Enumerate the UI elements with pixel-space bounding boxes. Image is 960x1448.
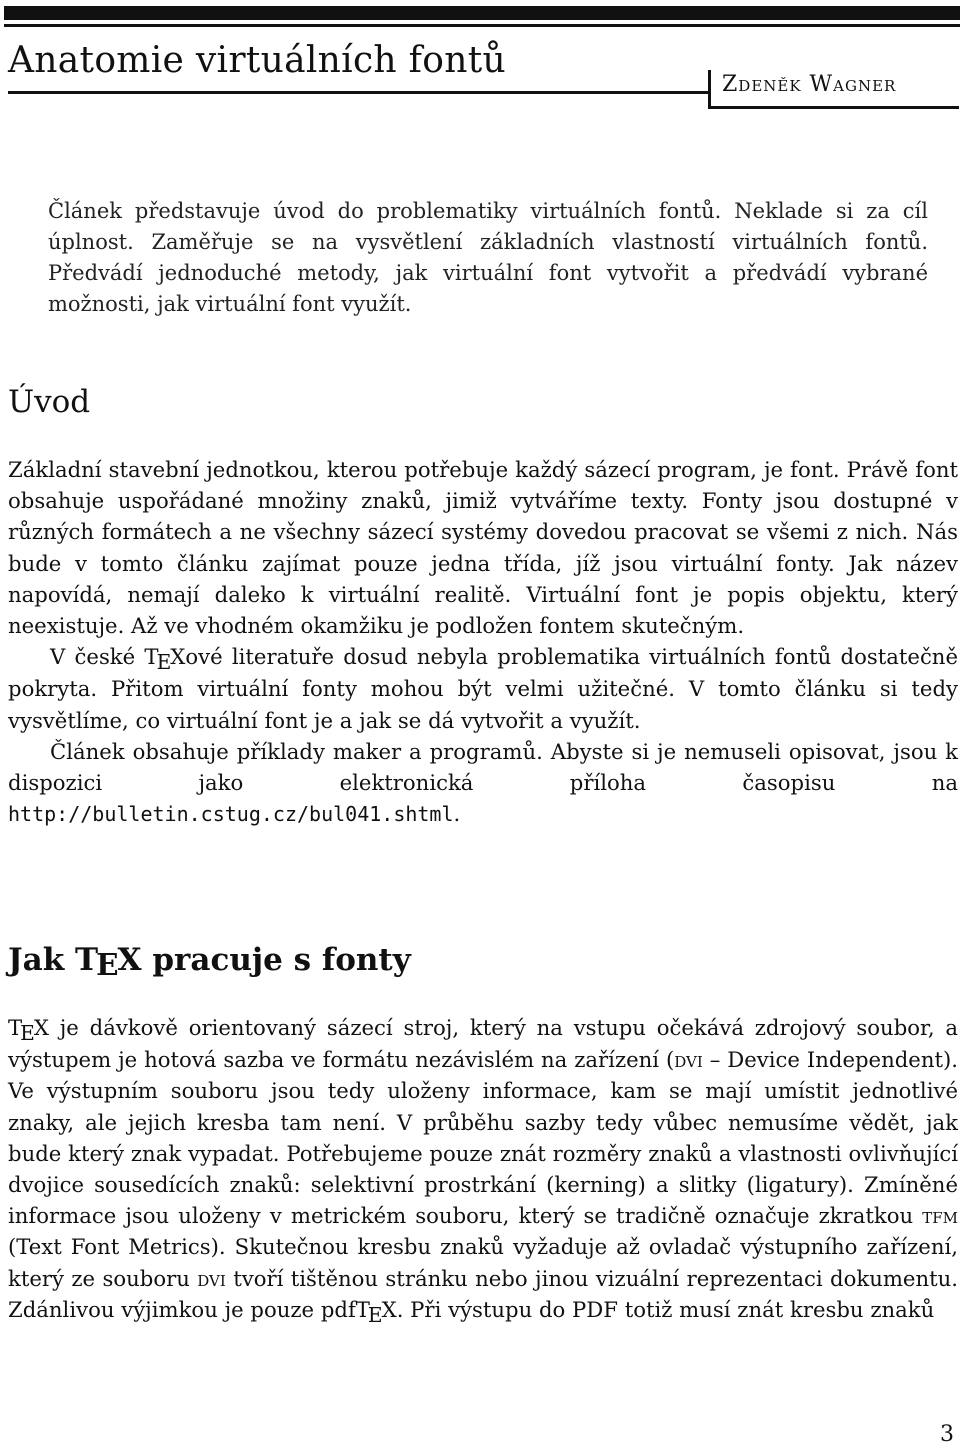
section-body-uvod	[8, 454, 958, 830]
tex-logo-e: E	[96, 947, 119, 982]
title-underline	[8, 91, 708, 94]
abbr-dvi: dvi	[197, 1265, 226, 1291]
text-run: V české T	[50, 644, 159, 670]
section-heading-jak-tex	[8, 942, 411, 982]
text-run: .	[453, 801, 461, 827]
header-thick-rule	[4, 6, 960, 20]
abstract: Článek představuje úvod do problematiky virtuálních fontů. Neklade si za cíl úplnost. Zaměřuje se na vysvětlení základních vlastností virtuálních fontů. Předvádí jednoduché metody, jak virtuální font vytvořit a předvádí vybrané možnosti, jak virtuální font využít.	[48, 199, 928, 316]
paragraph	[8, 736, 958, 831]
text-run: Xové literatuře dosud nebyla problematika virtuálních fontů dostatečně pokryta. Přitom virtuální fonty mohou být velmi užitečné. V tomto článku si tedy vysvětlíme, co virtuální font je a jak se dá vytvořit a využít.	[8, 644, 958, 733]
tex-logo-e: E	[20, 1021, 35, 1045]
url-link[interactable]: http://bulletin.cstug.cz/bul041.shtml	[8, 802, 454, 827]
text-run: Článek obsahuje příklady maker a programů. Abyste si je nemuseli opisovat, jsou k dispozici jako elektronická příloha časopisu na	[8, 738, 958, 796]
tex-logo-e: E	[156, 650, 172, 675]
header-thin-rule	[4, 24, 960, 27]
abbr-tfm: tfm	[922, 1203, 958, 1229]
text-run: – Device Independent). Ve výstupním souboru jsou tedy uloženy informace, kam se mají umístit jednotlivé znaky, ale jejich kresba tam není. V průběhu sazby tedy vůbec nemusíme vědět, jak bude který znak vypadat. Potřebujeme pouze znát rozměry znaků a vlastnosti ovlivňující dvojice sousedících znaků: selektivní prostrkání (kerning) a slitky (ligatury). Zmíněné informace jsou uloženy v metrickém souboru, který se tradičně označuje zkratkou	[8, 1047, 959, 1229]
heading-run: Jak T	[8, 942, 99, 978]
abbr-dvi: dvi	[674, 1047, 703, 1073]
section-body-jak-tex	[8, 1012, 958, 1326]
author-name: Zdeněk Wagner	[722, 72, 897, 97]
page-number: 3	[940, 1422, 954, 1447]
text-run: T	[8, 1015, 23, 1040]
text-run: (Text Font Metrics). Skutečnou kresbu znaků vyžaduje až ovladač výstupního zařízení, který ze souboru	[8, 1234, 958, 1291]
text-run: X je dávkově orientovaný sázecí stroj, který na vstupu očekává zdrojový soubor, a výstupem je hotová sazba ve formátu nezávislém na zařízení (	[8, 1015, 958, 1073]
tex-logo-e: E	[367, 1302, 383, 1327]
text-run: X. Při výstupu do PDF totiž musí znát kresbu znaků	[381, 1296, 935, 1322]
paragraph	[8, 1012, 958, 1326]
section-heading-uvod: Úvod	[8, 384, 91, 420]
paragraph	[8, 641, 958, 736]
text-run: tvoří tištěnou stránku nebo jinou vizuální reprezentaci dokumentu. Zdánlivou výjimkou je pouze pdfT	[8, 1265, 959, 1322]
paragraph: Základní stavební jednotkou, kterou potřebuje každý sázecí program, je font. Právě font obsahuje uspořádané množiny znaků, jimiž vytváříme texty. Fonty jsou dostupné v různých formátech a ne všechny sázecí systémy dovedou pracovat se všemi z nich. Nás bude v tomto článku zajímat pouze jedna třída, jíž jsou virtuální fonty. Jak název napovídá, nemají daleko k virtuální realitě. Virtuální font je popis objektu, který neexistuje. Až ve vhodném okamžiku je podložen fontem skutečným.	[8, 457, 958, 639]
heading-run: X pracuje s fonty	[117, 942, 411, 978]
article-title: Anatomie virtuálních fontů	[8, 40, 507, 81]
